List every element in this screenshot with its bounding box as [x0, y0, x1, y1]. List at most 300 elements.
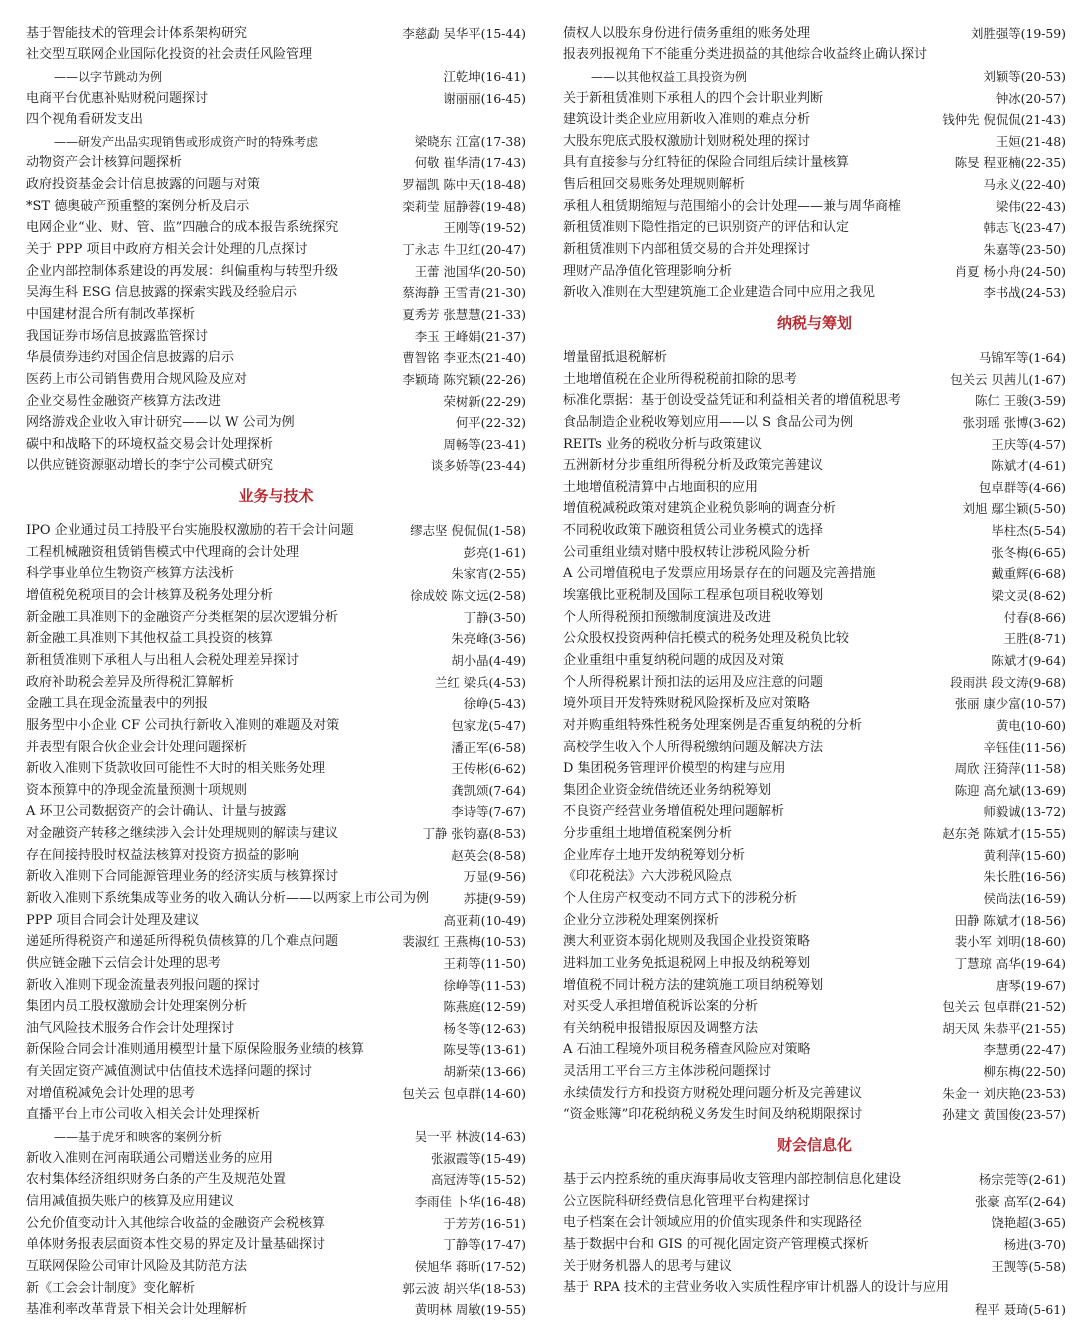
- toc-entry: [26, 345, 526, 367]
- entry-title: 灵活用工平台三方主体涉税问题探讨: [563, 1064, 772, 1080]
- entry-authors: 田静 陈斌才(18-56): [954, 912, 1066, 928]
- entry-title: 单体财务报表层面资本性交易的界定及计量基础探讨: [26, 1237, 326, 1253]
- entry-title: 土地增值税清算中占地面积的应用: [563, 479, 759, 495]
- entry-authors: 朱嘉等(23-50): [983, 242, 1066, 258]
- toc-entry: [563, 647, 1066, 669]
- entry-title: 电网企业“业、财、管、监”四融合的成本报告系统探究: [26, 220, 339, 236]
- toc-entry: [26, 85, 526, 107]
- entry-title: 新收入准则下系统集成等业务的收入确认分析——以两家上市公司为例: [26, 890, 430, 906]
- toc-entry: [26, 712, 526, 734]
- entry-authors: 刘旭 鄢尘颖(5-50): [962, 501, 1066, 517]
- entry-authors: 毕柱杰(5-54): [991, 523, 1066, 539]
- left-group-1: [26, 20, 526, 474]
- entry-authors: 陈燕庭(12-59): [443, 999, 526, 1015]
- entry-title: 新保险合同会计准则通用模型计量下原保险服务业绩的核算: [26, 1042, 365, 1058]
- toc-entry: [26, 1167, 526, 1189]
- entry-title: 新收入准则在河南联通公司赠送业务的应用: [26, 1150, 274, 1166]
- toc-entry: [26, 799, 526, 821]
- toc-entry: [563, 929, 1066, 951]
- entry-authors: 曹智铭 李亚杰(21-40): [402, 350, 526, 366]
- entry-title: *ST 德奥破产预重整的案例分析及启示: [26, 198, 250, 214]
- entry-title: 政府补助税会差异及所得税汇算解析: [26, 674, 235, 690]
- entry-title: 有关固定资产减值测试中估值技术选择问题的探讨: [26, 1064, 313, 1080]
- entry-authors: 朱亮峰(3-56): [451, 631, 526, 647]
- entry-title: 吴海生科 ESG 信息披露的探索实践及经验启示: [26, 285, 298, 301]
- entry-authors: 段雨洪 段文涛(9-68): [950, 674, 1066, 690]
- entry-authors: 饶艳超(3-65): [991, 1215, 1066, 1231]
- entry-title: 网络游戏企业收入审计研究——以 W 公司为例: [26, 415, 295, 431]
- entry-authors: 王姮(21-48): [995, 133, 1066, 149]
- toc-entry: [563, 539, 1066, 561]
- toc-entry: [26, 323, 526, 345]
- toc-entry: [563, 1253, 1066, 1275]
- entry-title: 有关纳税申报错报原因及调整方法: [563, 1020, 759, 1036]
- entry-title: 《印花税法》六大涉税风险点: [563, 869, 733, 885]
- toc-entry: [563, 496, 1066, 518]
- entry-authors: 梁伟(22-43): [995, 198, 1066, 214]
- entry-authors: 裴小军 刘明(18-60): [954, 934, 1066, 950]
- entry-authors: 黄利萍(15-60): [983, 847, 1066, 863]
- entry-authors: 谢丽丽(16-45): [443, 90, 526, 106]
- toc-entry: [563, 388, 1066, 410]
- entry-title: 直播平台上市公司收入相关会计处理探析: [26, 1107, 261, 1123]
- entry-authors: 付春(8-66): [1003, 609, 1066, 625]
- entry-title: ——以字节跳动为例: [54, 69, 163, 84]
- entry-authors: 赵英会(8-58): [451, 847, 526, 863]
- entry-authors: 王庆等(4-57): [991, 436, 1066, 452]
- entry-authors: 陈迎 高允斌(13-69): [954, 782, 1066, 798]
- entry-title: 对金融资产转移之继续涉入会计处理规则的解读与建议: [26, 826, 339, 842]
- entry-title: 服务型中小企业 CF 公司执行新收入准则的难题及对策: [26, 717, 340, 733]
- toc-entry: [26, 193, 526, 215]
- toc-entry: [563, 1058, 1066, 1080]
- toc-entry: [563, 950, 1066, 972]
- entry-authors: 谈多娇等(23-44): [431, 458, 526, 474]
- entry-authors: 陈仁 王骏(3-59): [974, 393, 1066, 409]
- toc-entry: [563, 344, 1066, 366]
- entry-authors: 包关云 包卓群(21-52): [942, 999, 1066, 1015]
- toc-entry: [563, 280, 1066, 302]
- toc-entry: [26, 388, 526, 410]
- entry-title: 新收入准则下合同能源管理业务的经济实质与核算探讨: [26, 869, 339, 885]
- entry-authors: 辛钰佳(11-56): [983, 739, 1066, 755]
- entry-title: 新金融工具准则下其他权益工具投资的核算: [26, 631, 274, 647]
- entry-title: 报表列报视角下不能重分类进损益的其他综合收益终止确认探讨: [563, 47, 928, 63]
- toc-entry: [26, 42, 526, 64]
- toc-entry: [26, 907, 526, 929]
- toc-entry: [26, 972, 526, 994]
- entry-title: 基于数据中台和 GIS 的可视化固定资产管理模式探析: [563, 1236, 869, 1252]
- toc-entry: [26, 842, 526, 864]
- left-column: [26, 20, 526, 1318]
- entry-authors: 李雨佳 卜华(16-48): [414, 1193, 526, 1209]
- toc-entry: [563, 236, 1066, 258]
- entry-authors: 钟冰(20-57): [995, 90, 1066, 106]
- entry-title: 企业重组中重复纳税问题的成因及对策: [563, 652, 785, 668]
- toc-entry: [26, 236, 526, 258]
- entry-title: 中国建材混合所有制改革探析: [26, 306, 196, 322]
- toc-entry: [26, 1253, 526, 1275]
- entry-title: 增量留抵退税解析: [563, 349, 668, 365]
- entry-authors: 周欣 汪猗萍(11-58): [954, 761, 1066, 777]
- entry-authors: 潘正军(6-58): [451, 739, 526, 755]
- entry-authors: 万显(9-56): [463, 869, 526, 885]
- toc-entry: [563, 431, 1066, 453]
- entry-authors: 胡小晶(4-49): [451, 652, 526, 668]
- toc-entry: [563, 842, 1066, 864]
- entry-authors: 杨宗莞等(2-61): [978, 1172, 1066, 1188]
- entry-authors: 王胜(8-71): [1003, 631, 1066, 647]
- entry-title: 新《工会会计制度》变化解析: [26, 1280, 196, 1296]
- entry-title: 碳中和战略下的环境权益交易会计处理探析: [26, 436, 274, 452]
- entry-title: A 石油工程境外项目税务稽查风险应对策略: [563, 1042, 811, 1058]
- entry-authors: 孙建文 黄国俊(23-57): [942, 1107, 1066, 1123]
- entry-title: 公司重组业绩对赌中股权转让涉税风险分析: [563, 544, 811, 560]
- entry-title: 理财产品净值化管理影响分析: [563, 263, 733, 279]
- entry-authors: 徐峥等(11-53): [443, 977, 526, 993]
- toc-entry: [26, 107, 526, 129]
- entry-title: D 集团税务管理评价模型的构建与应用: [563, 761, 786, 777]
- toc-entry: [26, 171, 526, 193]
- entry-authors: 李玉 王峰娟(21-37): [414, 328, 526, 344]
- toc-entry: [26, 1188, 526, 1210]
- entry-authors: 陈旻等(13-61): [443, 1042, 526, 1058]
- entry-authors: 何平(22-32): [455, 415, 526, 431]
- toc-entry: [26, 63, 526, 85]
- toc-entry: [563, 20, 1066, 42]
- entry-title: 我国证券市场信息披露监管探讨: [26, 328, 209, 344]
- entry-authors: 柳东梅(22-50): [983, 1064, 1066, 1080]
- entry-authors: 缪志坚 倪侃侃(1-58): [410, 523, 526, 539]
- entry-title: A 环卫公司数据资产的会计确认、计量与披露: [26, 804, 287, 820]
- entry-title: 新收入准则下货款收回可能性不大时的相关账务处理: [26, 761, 326, 777]
- toc-entry: [563, 258, 1066, 280]
- toc-entry: [26, 626, 526, 648]
- toc-entry: [563, 453, 1066, 475]
- entry-title: 新租赁准则下内部租赁交易的合并处理探讨: [563, 242, 811, 258]
- entry-title: 不良资产经营业务增值税处理问题解析: [563, 804, 785, 820]
- toc-entry: [26, 1102, 526, 1124]
- entry-authors: 李慧勇(22-47): [983, 1042, 1066, 1058]
- entry-authors: 张羽瑶 张博(3-62): [962, 414, 1066, 430]
- entry-authors: 吴一平 林波(14-63): [414, 1129, 526, 1145]
- toc-entry: [563, 107, 1066, 129]
- entry-authors: 侯旭华 蒋昕(17-52): [414, 1258, 526, 1274]
- entry-authors: 郭云波 胡兴华(18-53): [402, 1280, 526, 1296]
- entry-authors: 张丽 康少富(10-57): [954, 696, 1066, 712]
- toc-entry: [26, 582, 526, 604]
- entry-authors: 朱家宵(2-55): [451, 566, 526, 582]
- entry-title: 基于云内控系统的重庆海事局收支管理内部控制信息化建设: [563, 1172, 902, 1188]
- entry-authors: 张冬梅(6-65): [991, 544, 1066, 560]
- entry-title: 增值税不同计税方法的建筑施工项目纳税筹划: [563, 977, 824, 993]
- toc-entry: [563, 517, 1066, 539]
- entry-title: 存在间接持股时权益法核算对投资方损益的影响: [26, 847, 300, 863]
- entry-authors: 包家龙(5-47): [451, 717, 526, 733]
- entry-title: ——研发产出品实现销售或形成资产时的特殊考虑: [54, 134, 319, 149]
- right-group-3: [563, 1166, 1066, 1274]
- entry-authors: 李书战(24-53): [983, 285, 1066, 301]
- toc-entry: [26, 1123, 526, 1145]
- entry-title: 供应链金融下云信会计处理的思考: [26, 955, 222, 971]
- entry-authors: 王传彬(6-62): [451, 761, 526, 777]
- entry-title: 永续债发行方和投资方财税处理问题分析及完善建议: [563, 1085, 863, 1101]
- entry-authors: 唐琴(19-67): [995, 977, 1066, 993]
- toc-entry: [563, 1188, 1066, 1210]
- entry-authors: 马锦军等(1-64): [978, 349, 1066, 365]
- entry-title: 个人住房产权变动不同方式下的涉税分析: [563, 890, 798, 906]
- entry-title: ——基于虎牙和映客的案例分析: [54, 1130, 223, 1145]
- entry-title: 递延所得税资产和递延所得税负债核算的几个难点问题: [26, 934, 339, 950]
- toc-entry: [26, 864, 526, 886]
- entry-title: 医药上市公司销售费用合规风险及应对: [26, 371, 248, 387]
- toc-entry: [563, 409, 1066, 431]
- entry-title: 四个视角看研发支出: [26, 112, 144, 128]
- entry-title: 对并购重组特殊性税务处理案例是否重复纳税的分析: [563, 717, 863, 733]
- entry-title: 基于智能技术的管理会计体系架构研究: [26, 25, 248, 41]
- toc-entry: [563, 1037, 1066, 1059]
- entry-title: 具有直接参与分红特征的保险合同组后续计量核算: [563, 155, 850, 171]
- entry-title: 关于财务机器人的思考与建议: [563, 1258, 733, 1274]
- entry-authors: 黄电(10-60): [995, 717, 1066, 733]
- toc-entry: [26, 517, 526, 539]
- entry-authors: 丁慧琼 高华(19-64): [954, 955, 1066, 971]
- entry-title: 基于 RPA 技术的主营业务收入实质性程序审计机器人的设计与应用: [563, 1280, 949, 1296]
- entry-authors: 江乾坤(16-41): [443, 68, 526, 84]
- toc-entry: [26, 994, 526, 1016]
- entry-authors: 罗福凯 陈中天(18-48): [402, 177, 526, 193]
- entry-title: 公允价值变动计入其他综合收益的金融资产会税核算: [26, 1215, 326, 1231]
- entry-authors: 马永义(22-40): [983, 177, 1066, 193]
- entry-title: 工程机械融资租赁销售模式中代理商的会计处理: [26, 544, 300, 560]
- toc-entry: [563, 669, 1066, 691]
- toc-entry: [26, 410, 526, 432]
- entry-authors: 李慈勐 吴华平(15-44): [402, 25, 526, 41]
- entry-authors: 侯尚法(16-59): [983, 890, 1066, 906]
- entry-title: 对增值税减免会计处理的思考: [26, 1085, 196, 1101]
- entry-title: 售后租回交易账务处理规则解析: [563, 177, 746, 193]
- entry-authors: 梁文灵(8-62): [991, 588, 1066, 604]
- entry-title: 新收入准则下现金流量表列报问题的探讨: [26, 977, 261, 993]
- entry-authors: 丁永志 牛卫红(20-47): [402, 242, 526, 258]
- toc-entry: [26, 301, 526, 323]
- toc-entry: [26, 258, 526, 280]
- toc-entry: [26, 691, 526, 713]
- entry-authors: 李诗等(7-67): [451, 804, 526, 820]
- toc-entry: [563, 561, 1066, 583]
- entry-authors: 荣树新(22-29): [443, 393, 526, 409]
- entry-authors: 张豪 高军(2-64): [974, 1193, 1066, 1209]
- entry-authors: 肖夏 杨小舟(24-50): [954, 263, 1066, 279]
- toc-entry: [563, 582, 1066, 604]
- toc-entry: [26, 1275, 526, 1297]
- toc-entry: [563, 994, 1066, 1016]
- entry-title: 企业内部控制体系建设的再发展：纠偏重构与转型升级: [26, 263, 339, 279]
- toc-entry: [563, 1210, 1066, 1232]
- entry-authors: 王刚等(19-52): [443, 220, 526, 236]
- toc-entry: [563, 1275, 1066, 1297]
- toc-entry: [563, 1015, 1066, 1037]
- entry-authors: 钱仲先 倪侃侃(21-43): [942, 112, 1066, 128]
- entry-title: 食品制造企业税收筹划应用——以 S 食品公司为例: [563, 414, 854, 430]
- entry-title: 高校学生收入个人所得税缴纳问题及解决方法: [563, 739, 824, 755]
- toc-entry: [26, 20, 526, 42]
- entry-title: 澳大利亚资本弱化规则及我国企业投资策略: [563, 934, 811, 950]
- entry-title: 增值税免税项目的会计核算及税务处理分析: [26, 588, 274, 604]
- entry-title: 大股东兜底式股权激励计划财税处理的探讨: [563, 133, 811, 149]
- entry-title: 新金融工具准则下的金融资产分类框架的层次逻辑分析: [26, 609, 339, 625]
- entry-authors: 梁晓东 江富(17-38): [414, 133, 526, 149]
- entry-title: A 公司增值税电子发票应用场景存在的问题及完善措施: [563, 566, 876, 582]
- entry-title: 资本预算中的净现金流量预测十项规则: [26, 782, 248, 798]
- entry-title: 进料加工业务免抵退税网上申报及纳税筹划: [563, 955, 811, 971]
- toc-entry: [563, 907, 1066, 929]
- entry-title: 企业交易性金融资产核算方法改进: [26, 393, 222, 409]
- toc-entry: [26, 280, 526, 302]
- toc-entry: [26, 604, 526, 626]
- toc-entry: [26, 647, 526, 669]
- entry-title: 五洲新材分步重组所得税分析及政策完善建议: [563, 458, 824, 474]
- entry-authors: 何敬 崔华清(17-43): [414, 155, 526, 171]
- toc-entry: [26, 431, 526, 453]
- toc-entry: [26, 777, 526, 799]
- toc-entry: [26, 1037, 526, 1059]
- toc-entry: [563, 474, 1066, 496]
- toc-entry: [563, 972, 1066, 994]
- toc-entry: [563, 128, 1066, 150]
- entry-authors: 徐峥(5-43): [463, 696, 526, 712]
- entry-title: “资金账簿”印花税纳税义务发生时间及纳税期限探讨: [563, 1107, 863, 1123]
- entry-authors: 师毅诚(13-72): [983, 804, 1066, 820]
- entry-title: 电商平台优惠补贴财税问题探讨: [26, 90, 209, 106]
- toc-entry: [563, 756, 1066, 778]
- toc-entry: [563, 691, 1066, 713]
- entry-authors: 杨冬等(12-63): [443, 1020, 526, 1036]
- entry-title: 社交型互联网企业国际化投资的社会责任风险管理: [26, 47, 313, 63]
- entry-authors: 刘颖等(20-53): [983, 68, 1066, 84]
- toc-entry: [26, 1058, 526, 1080]
- entry-title: 关于 PPP 项目中政府方相关会计处理的几点探讨: [26, 242, 308, 258]
- entry-title: 公众股权投资两种信托模式的税务处理及税负比较: [563, 631, 850, 647]
- entry-authors: 王觊等(5-58): [991, 1258, 1066, 1274]
- entry-title: 关于新租赁准则下承租人的四个会计职业判断: [563, 90, 824, 106]
- entry-title: 油气风险技术服务合作会计处理探讨: [26, 1020, 235, 1036]
- entry-title: 互联网保险公司审计风险及其防范方法: [26, 1258, 248, 1274]
- entry-authors: 王莉等(11-50): [443, 955, 526, 971]
- entry-authors: 赵东尧 陈斌才(15-55): [942, 826, 1066, 842]
- toc-entry: [563, 366, 1066, 388]
- entry-title: 基准利率改革背景下相关会计处理解析: [26, 1302, 248, 1318]
- entry-title: 金融工具在现金流量表中的列报: [26, 696, 209, 712]
- entry-title: 债权人以股东身份进行债务重组的账务处理: [563, 25, 811, 41]
- toc-entry: [26, 1080, 526, 1102]
- right-group-1: [563, 20, 1066, 301]
- entry-title: 新租赁准则下承租人与出租人会税处理差异探讨: [26, 652, 300, 668]
- entry-authors: 丁静等(17-47): [443, 1237, 526, 1253]
- toc-entry: [563, 171, 1066, 193]
- entry-title: 集团内员工股权激励会计处理案例分析: [26, 999, 248, 1015]
- entry-authors: 包关云 包卓群(14-60): [402, 1085, 526, 1101]
- toc-entry: [26, 734, 526, 756]
- entry-title: 农村集体经济组织财务白条的产生及规范处置: [26, 1172, 287, 1188]
- toc-entry: [563, 885, 1066, 907]
- entry-authors: 周畅等(23-41): [443, 436, 526, 452]
- entry-authors: 丁静(3-50): [463, 609, 526, 625]
- entry-authors: 李颖琦 陈究颖(22-26): [402, 371, 526, 387]
- toc-entry: [26, 539, 526, 561]
- entry-authors: 朱长胜(16-56): [983, 869, 1066, 885]
- entry-title: 境外项目开发特殊财税风险探析及应对策略: [563, 696, 811, 712]
- toc-entry: [563, 215, 1066, 237]
- toc-entry: [26, 1297, 526, 1319]
- toc-entry: [563, 777, 1066, 799]
- entry-title: 埃塞俄比亚税制及国际工程承包项目税收筹划: [563, 588, 824, 604]
- toc-entry: [563, 1102, 1066, 1124]
- entry-title: 政府投资基金会计信息披露的问题与对策: [26, 177, 261, 193]
- entry-title: 企业库存土地开发纳税筹划分析: [563, 847, 746, 863]
- right-group-2: [563, 344, 1066, 1123]
- entry-authors: 丁静 张钧嘉(8-53): [422, 826, 526, 842]
- toc-entry: [26, 215, 526, 237]
- entry-title: 增值税减税政策对建筑企业税负影响的调查分析: [563, 501, 837, 517]
- entry-authors: 陈斌才(9-64): [991, 652, 1066, 668]
- toc-entry: [563, 864, 1066, 886]
- entry-title: 建筑设计类企业应用新收入准则的难点分析: [563, 112, 811, 128]
- toc-entry: [26, 929, 526, 951]
- toc-entry: [26, 128, 526, 150]
- section-title-accounting-informatization: 财会信息化: [776, 1136, 852, 1155]
- toc-entry: [563, 1166, 1066, 1188]
- toc-entry: [26, 453, 526, 475]
- entry-title: 个人所得税累计预扣法的运用及应注意的问题: [563, 674, 824, 690]
- entry-authors: 刘胜强等(19-59): [971, 25, 1066, 41]
- toc-entry: [26, 561, 526, 583]
- entry-title: 分步重组土地增值税案例分析: [563, 826, 733, 842]
- entry-title: 电子档案在会计领域应用的价值实现条件和实现路径: [563, 1215, 863, 1231]
- toc-entry-continued: [563, 1296, 1066, 1318]
- left-group-2: [26, 517, 526, 1318]
- toc-entry: [563, 1080, 1066, 1102]
- entry-authors: 韩志飞(23-47): [983, 220, 1066, 236]
- toc-entry: [26, 366, 526, 388]
- toc-entry: [563, 193, 1066, 215]
- section-title-business-technology: 业务与技术: [238, 487, 314, 506]
- entry-authors: 陈旻 程亚楠(22-35): [954, 155, 1066, 171]
- entry-title: 以供应链资源驱动增长的李宁公司模式研究: [26, 458, 274, 474]
- entry-authors: 高冠涛等(15-52): [431, 1172, 526, 1188]
- entry-authors: 彭亮(1-61): [463, 544, 526, 560]
- toc-entry: [26, 756, 526, 778]
- entry-authors: 龚凯颂(7-64): [451, 782, 526, 798]
- toc-entry: [563, 604, 1066, 626]
- entry-title: 并表型有限合伙企业会计处理问题探析: [26, 739, 248, 755]
- entry-authors: 包关云 贝茜儿(1-67): [950, 371, 1066, 387]
- entry-authors: 戴重辉(6-68): [991, 566, 1066, 582]
- entry-authors: 包卓群等(4-66): [978, 479, 1066, 495]
- entry-authors: 胡天凤 朱恭平(21-55): [942, 1020, 1066, 1036]
- entry-title: 对买受人承担增值税诉讼案的分析: [563, 999, 759, 1015]
- toc-entry: [563, 820, 1066, 842]
- toc-entry: [26, 885, 526, 907]
- toc-entry: [26, 1232, 526, 1254]
- entry-title: PPP 项目合同会计处理及建议: [26, 912, 200, 928]
- entry-title: 土地增值税在企业所得税税前扣除的思考: [563, 371, 798, 387]
- entry-title: ——以其他权益工具投资为例: [591, 69, 748, 84]
- entry-title: 科学事业单位生物资产核算方法浅析: [26, 566, 235, 582]
- entry-authors: 栾莉莹 屈静蓉(19-48): [402, 198, 526, 214]
- entry-authors: 夏秀芳 张慧慧(21-33): [402, 306, 526, 322]
- entry-title: 承租人租赁期缩短与范围缩小的会计处理——兼与周华商榷: [563, 198, 902, 214]
